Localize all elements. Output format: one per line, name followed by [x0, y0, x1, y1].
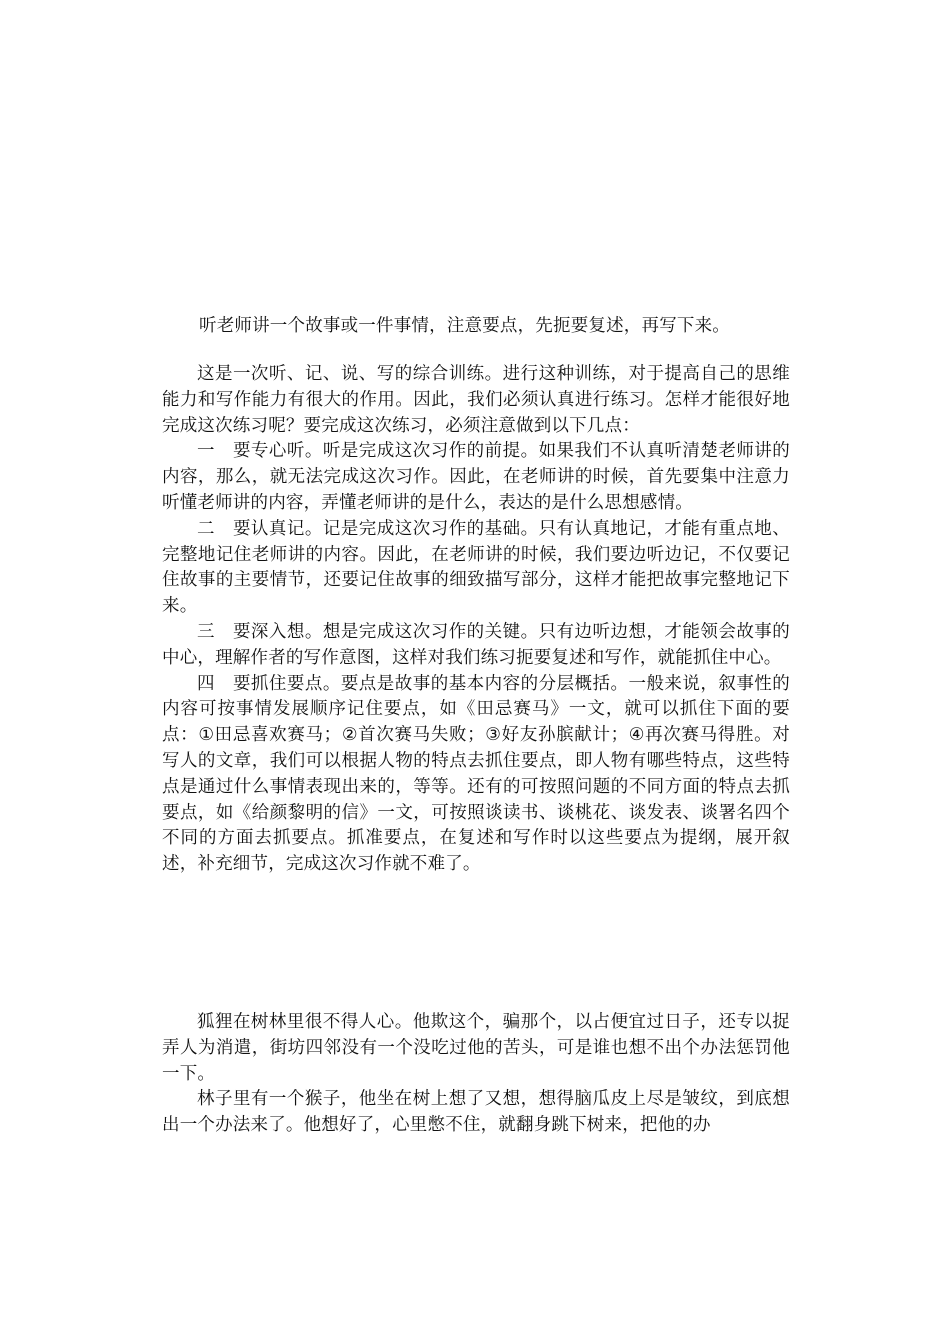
- story-paragraph: 林子里有一个猴子，他坐在树上想了又想，想得脑瓜皮上尽是皱纹，到底想出一个办法来了。他想好了，心里憋不住，就翻身跳下树来，把他的办: [162, 1089, 790, 1136]
- point-three-paragraph: 三 要深入想。想是完成这次习作的关键。只有边听边想，才能领会故事的中心，理解作者的写作意图，这样对我们练习扼要复述和写作，就能抓住中心。: [162, 621, 790, 668]
- guidance-text-block: [162, 362, 790, 878]
- intro-paragraph: 这是一次听、记、说、写的综合训练。进行这种训练，对于提高自己的思维能力和写作能力有很大的作用。因此，我们必须认真进行练习。怎样才能很好地完成这次练习呢？要完成这次练习，必须注意做到以下几点：: [162, 364, 790, 436]
- point-two-paragraph: 二 要认真记。记是完成这次习作的基础。只有认真地记，才能有重点地、完整地记住老师讲的内容。因此，在老师讲的时候，我们要边听边记，不仅要记住故事的主要情节，还要记住故事的细致描写部分，这样才能把故事完整地记下来。: [162, 518, 790, 617]
- story-text-block: [162, 1010, 790, 1139]
- point-one-paragraph: 一 要专心听。听是完成这次习作的前提。如果我们不认真听清楚老师讲的内容，那么，就无法完成这次习作。因此，在老师讲的时候，首先要集中注意力听懂老师讲的内容，弄懂老师讲的是什么，表达的是什么思想感情。: [162, 441, 790, 513]
- exercise-heading-block: [162, 313, 790, 339]
- point-four-paragraph: 四 要抓住要点。要点是故事的基本内容的分层概括。一般来说，叙事性的内容可按事情发展顺序记住要点，如《田忌赛马》一文，就可以抓住下面的要点：①田忌喜欢赛马；②首次赛马失败；③好友孙膑献计；④再次赛马得胜。对写人的文章，我们可以根据人物的特点去抓住要点，即人物有哪些特点，这些特点是通过什么事情表现出来的，等等。还有的可按照问题的不同方面的特点去抓要点，如《给颜黎明的信》一文，可按照谈读书、谈桃花、谈发表、谈署名四个不同的方面去抓要点。抓准要点，在复述和写作时以这些要点为提纲，展开叙述，补充细节，完成这次习作就不难了。: [162, 673, 790, 875]
- exercise-heading: 听老师讲一个故事或一件事情，注意要点，先扼要复述，再写下来。: [199, 316, 730, 336]
- story-paragraph: 狐狸在树林里很不得人心。他欺这个，骗那个，以占便宜过日子，还专以捉弄人为消遣，街坊四邻没有一个没吃过他的苦头，可是谁也想不出个办法惩罚他一下。: [162, 1012, 790, 1084]
